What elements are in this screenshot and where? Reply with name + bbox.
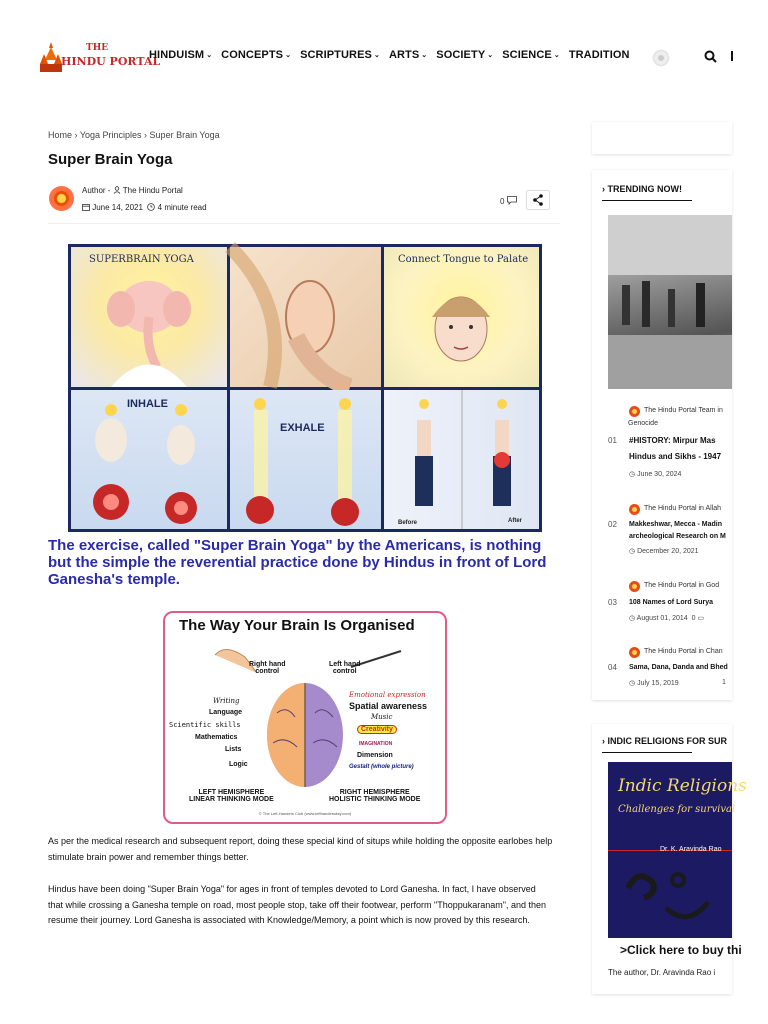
earlobe-illustration xyxy=(230,247,381,387)
ganesha-illustration xyxy=(71,247,227,387)
right-item-emotional: Emotional expression xyxy=(349,691,426,699)
clock-icon: ◷ xyxy=(629,615,637,622)
indic-widget-title: › INDIC RELIGIONS FOR SUR xyxy=(602,736,728,746)
chevron-down-icon: ⌄ xyxy=(373,52,380,59)
comment-icon xyxy=(507,196,517,205)
indic-religions-widget xyxy=(592,724,747,994)
chevron-down-icon: ⌄ xyxy=(206,52,213,59)
left-item-writing: Writing xyxy=(213,697,240,705)
share-icon xyxy=(527,191,549,209)
author-avatar[interactable] xyxy=(49,186,74,211)
face-illustration xyxy=(384,247,539,387)
collage-panel-before-after xyxy=(384,390,539,529)
collage-panel-inhale xyxy=(71,390,227,529)
trending-image[interactable] xyxy=(608,215,732,389)
trending-title: › TRENDING NOW! xyxy=(602,184,682,194)
label-before: Before xyxy=(398,520,418,526)
brain-title: The Way Your Brain Is Organised xyxy=(179,617,415,634)
trending-3-comments[interactable]: 0 xyxy=(691,615,696,622)
book-author: Dr. K. Aravinda Rao xyxy=(660,846,722,853)
share-button[interactable] xyxy=(526,190,550,210)
right-hand-control: Right hand control xyxy=(249,661,286,675)
exhale-illustration xyxy=(230,390,381,529)
nav-concepts[interactable]: CONCEPTS ⌄ xyxy=(221,49,292,61)
trending-widget xyxy=(592,170,732,700)
book-title: Indic Religions xyxy=(618,776,747,796)
trending-4-date: ◷ July 15, 2019 xyxy=(629,680,679,687)
trending-1-meta[interactable]: The Hindu Portal Team in xyxy=(644,407,723,414)
trending-3-number: 03 xyxy=(608,598,617,607)
trending-2-number: 02 xyxy=(608,520,617,529)
chevron-down-icon: ⌄ xyxy=(487,52,494,59)
trending-2-meta[interactable]: The Hindu Portal in Allah xyxy=(644,505,722,512)
article-paragraph-2: Hindus have been doing "Super Brain Yoga" for ages in front of temples devoted to Lord Ganesha. In fact, I have observed that while crossing a Ganesha temple on road, most people stop, take off their footwear, perform "Thoppukaranam", and then resume their journey. Lord Ganesha is associated with Knowledge/Memory, a point which is now proved by this research. xyxy=(48,884,547,925)
historical-photo xyxy=(608,215,732,389)
trending-2-title[interactable]: Makkeshwar, Mecca - Madin xyxy=(629,521,722,528)
comment-count[interactable]: 0 xyxy=(500,196,517,206)
collage-panel-earlobe xyxy=(230,247,381,387)
super-brain-yoga-collage xyxy=(68,244,542,532)
trending-1-category[interactable]: Genocide xyxy=(628,420,658,427)
page-title: Super Brain Yoga xyxy=(48,151,173,168)
trending-4-number: 04 xyxy=(608,663,617,672)
chevron-down-icon: ⌄ xyxy=(553,52,560,59)
site-logo[interactable] xyxy=(40,40,161,74)
logo-text-the: THE xyxy=(86,43,109,53)
chevron-down-icon: ⌄ xyxy=(285,52,292,59)
label-superbrain: SUPERBRAIN YOGA xyxy=(89,254,194,265)
trending-3-meta[interactable]: The Hindu Portal in God xyxy=(644,582,720,589)
clock-icon: ◷ xyxy=(629,548,638,555)
left-hemisphere-label: LEFT HEMISPHERE LINEAR THINKING MODE xyxy=(189,789,274,803)
comment-icon: ▭ xyxy=(695,615,705,622)
left-item-mathematics: Mathematics xyxy=(195,734,238,741)
right-item-imagination: IMAGINATION xyxy=(359,741,393,747)
before-after-illustration xyxy=(384,390,539,529)
search-icon[interactable] xyxy=(704,50,717,63)
post-meta xyxy=(82,203,207,212)
chevron-down-icon: ⌄ xyxy=(421,52,428,59)
label-exhale: EXHALE xyxy=(280,422,325,434)
site-header xyxy=(0,0,768,112)
right-item-gestalt: Gestalt (whole picture) xyxy=(349,764,414,770)
brain-credit: © The Left-Handers Club (www.lefthandersday.com) xyxy=(258,811,352,816)
sidebar-top-widget xyxy=(592,122,732,154)
nav-scriptures[interactable]: SCRIPTURES ⌄ xyxy=(300,49,380,61)
right-item-dimension: Dimension xyxy=(357,752,393,759)
right-item-music: Music xyxy=(371,713,393,721)
trending-1-title-line2[interactable]: Hindus and Sikhs - 1947 xyxy=(629,452,722,461)
trending-2-title-line2[interactable]: archeological Research on M xyxy=(629,533,726,540)
dark-mode-toggle[interactable] xyxy=(654,51,668,65)
nav-tradition[interactable]: TRADITION xyxy=(568,49,630,61)
book-caption: The author, Dr. Aravinda Rao i xyxy=(608,968,716,977)
author-avatar-icon xyxy=(629,406,640,417)
right-hemisphere-label: RIGHT HEMISPHERE HOLISTIC THINKING MODE xyxy=(329,789,421,803)
nav-hinduism[interactable]: HINDUISM ⌄ xyxy=(149,49,213,61)
book-cover[interactable] xyxy=(608,762,747,962)
breadcrumb[interactable]: Home › Yoga Principles › Super Brain Yoga xyxy=(48,130,220,140)
trending-1-number: 01 xyxy=(608,436,617,445)
article-paragraph-1: As per the medical research and subsequent report, doing these special kind of situps while holding the opposite earlobes help stimulate brain power and remember things better. xyxy=(48,836,553,862)
left-item-language: Language xyxy=(209,709,243,716)
left-item-scientific: Scientific skills xyxy=(169,721,241,729)
widget-underline xyxy=(602,200,692,201)
temple-logo-icon xyxy=(40,42,62,72)
calendar-icon xyxy=(82,203,90,211)
left-hand-control: Left hand control xyxy=(329,661,361,675)
left-item-logic: Logic xyxy=(229,761,248,768)
book-subtitle: Challenges for survival xyxy=(618,804,736,815)
trending-4-meta[interactable]: The Hindu Portal in Chan xyxy=(644,648,723,655)
trending-1-title[interactable]: #HISTORY: Mirpur Mas xyxy=(629,436,716,445)
trending-4-title[interactable]: Sama, Dana, Danda and Bhed xyxy=(629,664,728,671)
author-avatar-icon xyxy=(629,647,640,658)
left-item-lists: Lists xyxy=(225,746,242,753)
book-symbol-icon xyxy=(608,858,732,938)
buy-book-link[interactable]: >Click here to buy thi xyxy=(608,938,732,962)
collage-panel-tongue xyxy=(384,247,539,387)
right-item-spatial: Spatial awareness xyxy=(349,701,428,711)
clock-icon xyxy=(147,203,155,211)
clock-icon: ◷ xyxy=(629,471,638,478)
nav-arts[interactable]: ARTS ⌄ xyxy=(388,49,428,61)
author-avatar-icon xyxy=(629,581,640,592)
trending-4-comments[interactable]: 1 xyxy=(722,679,726,686)
nav-science[interactable]: SCIENCE ⌄ xyxy=(502,49,560,61)
brain-infographic xyxy=(163,611,447,824)
user-icon xyxy=(113,186,121,194)
logo-text-name: HINDU PORTAL xyxy=(61,55,161,68)
label-inhale: INHALE xyxy=(127,398,168,410)
right-item-creativity: Creativity xyxy=(357,725,397,734)
inhale-illustration xyxy=(71,390,227,529)
collage-panel-exhale xyxy=(230,390,381,529)
author-link[interactable]: The Hindu Portal xyxy=(122,186,183,195)
author-avatar-icon xyxy=(629,504,640,515)
clock-icon: ◷ xyxy=(629,680,638,687)
post-date: June 14, 2021 xyxy=(92,203,143,212)
trending-3-title[interactable]: 108 Names of Lord Surya xyxy=(629,599,714,606)
menu-icon[interactable] xyxy=(731,51,733,61)
collage-panel-ganesha xyxy=(71,247,227,387)
trending-3-date: ◷ August 01, 2014 0 ▭ xyxy=(629,615,705,622)
main-nav xyxy=(149,49,630,61)
trending-2-date: ◷ December 20, 2021 xyxy=(629,548,699,555)
nav-society[interactable]: SOCIETY ⌄ xyxy=(436,49,494,61)
collage-caption: The exercise, called "Super Brain Yoga" by the Americans, is nothing but the simple the reverential practice done by Hindus in front of Lord Ganesha's temple. xyxy=(48,537,547,588)
label-tongue: Connect Tongue to Palate xyxy=(398,254,529,265)
widget-underline xyxy=(602,752,692,753)
trending-1-date: ◷ June 30, 2024 xyxy=(629,471,682,478)
author-line: Author - The Hindu Portal xyxy=(82,186,183,195)
read-time: 4 minute read xyxy=(157,203,207,212)
divider xyxy=(48,223,560,224)
label-after: After xyxy=(508,518,523,524)
